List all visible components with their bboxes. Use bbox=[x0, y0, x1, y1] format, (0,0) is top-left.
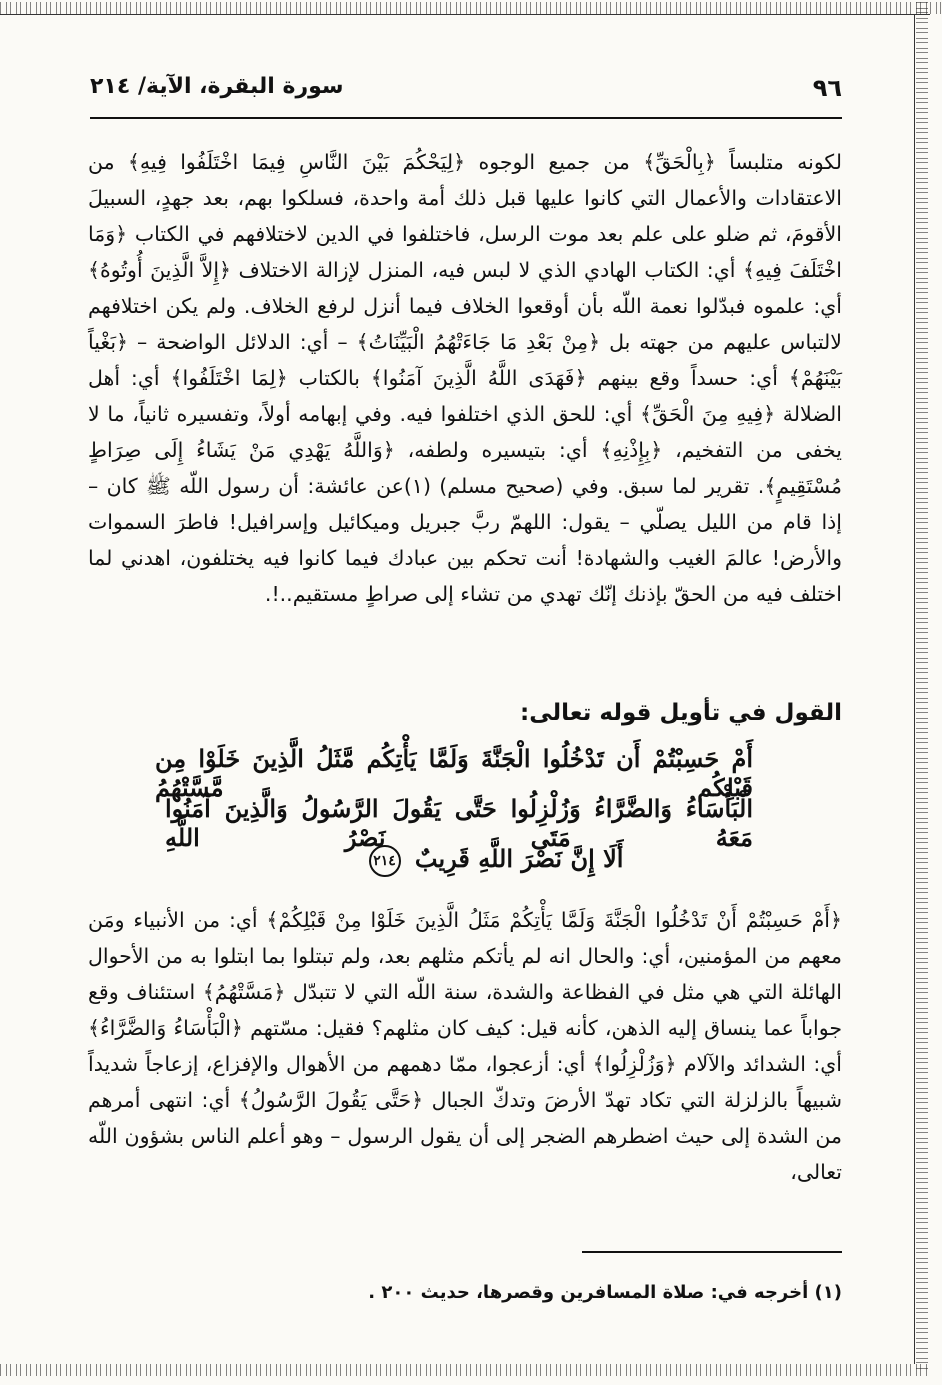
quran-verse-line-3 bbox=[350, 844, 642, 877]
quran-verse-line-2: الْبَأْسَاءُ وَالضَّرَّاءُ وَزُلْزِلُوا حَتَّى يَقُولَ الرَّسُولُ وَالَّذِينَ آمَنُوا مَعَهُ مَتَى نَصْرُ اللَّهِ bbox=[165, 794, 753, 852]
section-heading: القول في تأويل قوله تعالى: bbox=[520, 700, 842, 726]
decorative-border-top bbox=[0, 2, 942, 14]
page-number: ٩٦ bbox=[812, 74, 842, 102]
decorative-border-right bbox=[916, 2, 928, 1370]
page-header bbox=[90, 74, 842, 108]
running-title: سورة البقرة، الآية/ ٢١٤ bbox=[90, 74, 344, 99]
decorative-border-bottom bbox=[0, 1364, 930, 1376]
quran-verse-line-1: أَمْ حَسِبْتُمْ أَن تَدْخُلُوا الْجَنَّةَ وَلَمَّا يَأْتِكُم مَّثَلُ الَّذِينَ خَلَوْا مِن قَبْلِكُم مَّسَّتْهُمُ bbox=[155, 744, 753, 802]
footnote: (١) أخرجه في: صلاة المسافرين وقصرها، حديث ٢٠٠ . bbox=[368, 1282, 842, 1303]
border-line-top bbox=[0, 14, 930, 15]
header-rule bbox=[90, 117, 842, 119]
footnote-rule bbox=[582, 1251, 842, 1253]
commentary-paragraph-2: ﴿أَمْ حَسِبْتُمْ أَنْ تَدْخُلُوا الْجَنَّةَ وَلَمَّا يَأْتِكُمْ مَثَلُ الَّذِينَ خَلَوْا مِنْ قَبْلِكُمْ﴾ أي: من الأنبياء ومَن معهم من المؤمنين، أي: والحال انه لم يأتكم مثلهم بعد، ولم تبتلوا بما ابتلوا به من الأحوال الهائلة التي هي مثل في الفظاعة والشدة، سنة اللّه التي لا تتبدّل ﴿مَسَّتْهُمُ﴾ استئناف وقع جواباً عما ينساق إليه الذهن، كأنه قيل: كيف كان مثلهم؟ فقيل: مسّتهم ﴿الْبَأْسَاءُ وَالضَّرَّاءُ﴾ أي: الشدائد والآلام ﴿وَزُلْزِلُوا﴾ أي: أزعجوا، ممّا دهمهم من الأهوال والإفزاع، إزعاجاً شديداً شبيهاً بالزلزلة التي تكاد تهدّ الأرضَ وتدكّ الجبال ﴿حَتَّى يَقُولَ الرَّسُولُ﴾ أي: انتهى أمرهم من الشدة إلى حيث اضطرهم الضجر إلى أن يقول الرسول – وهو أعلم الناس بشؤون اللّه تعالى، bbox=[88, 908, 842, 1184]
ayah-number-marker: ٢١٤ bbox=[369, 845, 401, 877]
commentary-paragraph-1: لكونه متلبساً ﴿بِالْحَقِّ﴾ من جميع الوجوه ﴿لِيَحْكُمَ بَيْنَ النَّاسِ فِيمَا اخْتَلَفُوا فِيهِ﴾ من الاعتقادات والأعمال التي كانوا عليها قبل ذلك أمة واحدة، فسلكوا بهم، بعد جهدٍ، السبيلَ الأقومَ، ثم ضلو على علم بعد موت الرسل، فاختلفوا في الدين لاختلافهم في الكتاب ﴿وَمَا اخْتَلَفَ فِيهِ﴾ أي: الكتاب الهادي الذي لا لبس فيه، المنزل لإزالة الاختلاف ﴿إِلاَّ الَّذِينَ أُوتُوهُ﴾ أي: علموه فبدّلوا نعمة اللّه بأن أوقعوا الخلاف فيما أنزل لرفع الخلاف. ولم يكن اختلافهم لالتباس عليهم من جهته بل ﴿مِنْ بَعْدِ مَا جَاءَتْهُمُ الْبَيِّنَاتُ﴾ – أي: الدلائل الواضحة – ﴿بَغْياً بَيْنَهُمْ﴾ أي: حسداً وقع بينهم ﴿فَهَدَى اللَّهُ الَّذِينَ آمَنُوا﴾ بالكتاب ﴿لِمَا اخْتَلَفُوا﴾ أي: أهل الضلالة ﴿فِيهِ مِنَ الْحَقِّ﴾ أي: للحق الذي اختلفوا فيه. وفي إبهامه أولاً، وتفسيره ثانياً، ما لا يخفى من التفخيم، ﴿بِإِذْنِهِ﴾ أي: بتيسيره ولطفه، ﴿وَاللَّهُ يَهْدِي مَنْ يَشَاءُ إِلَى صِرَاطٍ مُسْتَقِيمٍ﴾. تقرير لما سبق. وفي (صحيح مسلم) (١)عن عائشة: أن رسول اللّه ﷺ كان – إذا قام من الليل يصلّي – يقول: اللهمّ ربَّ جبريل وميكائيل وإسرافيل! فاطرَ السموات والأرض! عالمَ الغيب والشهادة! أنت تحكم بين عبادك فيما كانوا فيه يختلفون، اهدني لما اختلف فيه من الحقّ بإذنك إنّك تهدي من تشاء إلى صراطٍ مستقيم..!. bbox=[88, 150, 842, 606]
border-line-right bbox=[914, 14, 915, 1364]
verse-line-3-text: أَلَا إِنَّ نَصْرَ اللَّهِ قَرِيبٌ bbox=[414, 844, 624, 873]
